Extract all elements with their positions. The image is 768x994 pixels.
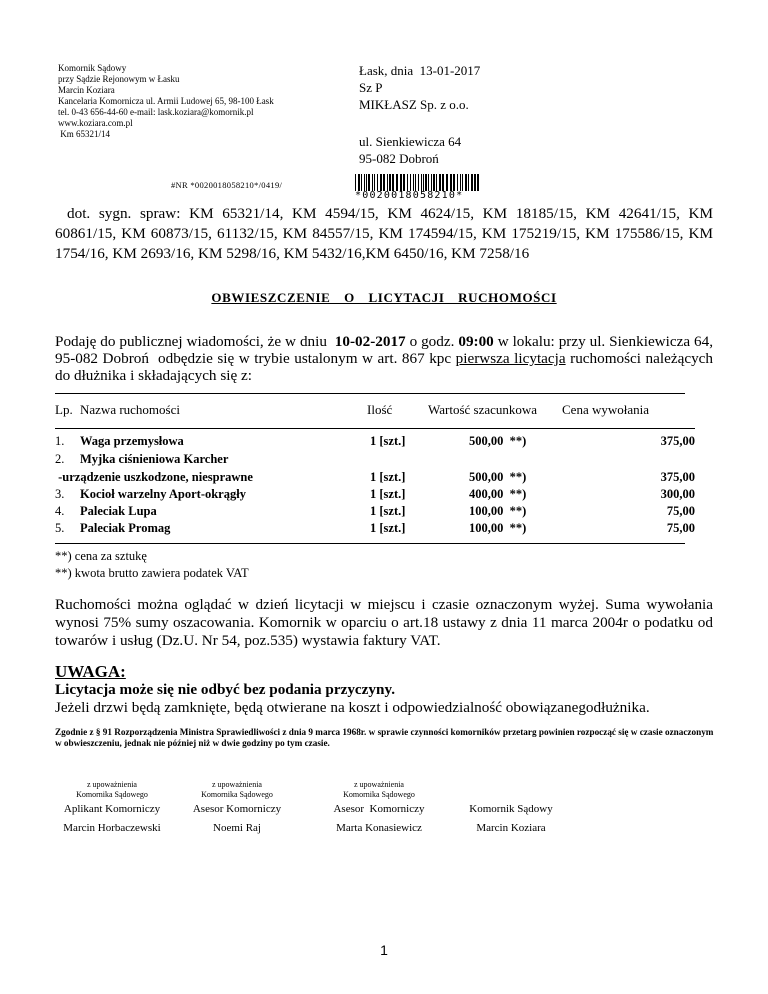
barcode-bar <box>387 174 388 191</box>
row-lp: 4. <box>55 504 65 518</box>
barcode-bar <box>380 174 382 191</box>
barcode-bar <box>415 174 416 191</box>
table-row <box>55 468 695 486</box>
row-value: 500,00 **) <box>469 470 527 484</box>
barcode-bar <box>439 174 441 191</box>
barcode-bar <box>364 174 365 191</box>
note-line: **) cena za sztukę <box>55 549 147 563</box>
barcode-bars <box>355 174 481 191</box>
table-header <box>55 402 715 420</box>
barcode-bar <box>460 174 461 191</box>
barcode-bar <box>400 174 402 191</box>
sig-auth-line2: Komornika Sądowego <box>201 790 273 799</box>
sender-line: Marcin Koziara <box>58 85 115 95</box>
barcode-bar <box>477 174 479 191</box>
barcode-bar <box>372 174 373 191</box>
table-header-rule <box>55 428 695 429</box>
warning-doors: Jeżeli drzwi będą zamknięte, będą otwierane na koszt i odpowiedzialność obowiązanegodłużnika. <box>55 699 650 716</box>
barcode-bar <box>383 174 385 191</box>
sig-role: Aplikant Komorniczy <box>63 803 161 815</box>
row-qty: 1 [szt.] <box>370 521 406 535</box>
auction-time: 09:00 <box>458 333 494 350</box>
sig-name: Noemi Raj <box>213 822 261 834</box>
place-date: Łask, dnia 13-01-2017 <box>359 63 481 78</box>
sender-line: www.koziara.com.pl <box>58 118 133 128</box>
row-qty: 1 [szt.] <box>370 504 406 518</box>
barcode-bar <box>450 174 452 191</box>
warning-heading: UWAGA: <box>55 662 126 681</box>
barcode-bar <box>421 174 422 191</box>
table-row <box>55 485 695 503</box>
barcode-bar <box>403 174 405 191</box>
row-price: 300,00 <box>660 487 695 501</box>
table-top-rule <box>55 393 685 394</box>
sig-auth <box>42 780 182 800</box>
recipient-address <box>359 133 659 167</box>
barcode-bar <box>453 174 455 191</box>
barcode-bar <box>368 174 370 191</box>
row-lp: 1. <box>55 434 65 448</box>
barcode-bar <box>423 174 424 191</box>
row-lp: 3. <box>55 487 65 501</box>
sig-role: Asesor Komorniczy <box>333 803 425 815</box>
barcode-bar <box>471 174 473 191</box>
row-lp: 5. <box>55 521 65 535</box>
sig-auth-line1: z upoważnienia <box>354 780 404 789</box>
row-qty: 1 [szt.] <box>370 470 406 484</box>
col-qty: Ilość <box>367 402 393 417</box>
barcode-bar <box>418 174 419 191</box>
barcode-bar <box>358 174 360 191</box>
barcode-bar <box>457 174 458 191</box>
barcode-bar <box>474 174 476 191</box>
barcode-bar <box>436 174 437 191</box>
intro-text-c: w lokalu: przy ul. Sienkiewicza 64, 95-082 Dobroń odbędzie się w trybie ustalonym w art. 867 kpc <box>55 333 721 367</box>
barcode-bar <box>374 174 375 191</box>
barcode-bar <box>361 174 362 191</box>
recipient-street: ul. Sienkiewicza 64 <box>359 134 462 149</box>
intro-text-a: Podaję do publicznej wiadomości, że w dniu <box>55 333 335 350</box>
row-lp: 2. <box>55 452 65 466</box>
row-value: 100,00 **) <box>469 504 527 518</box>
sig-auth-line1: z upoważnienia <box>212 780 262 789</box>
barcode-bar <box>407 174 408 191</box>
barcode-bar <box>465 174 467 191</box>
recipient-city: 95-082 Dobroń <box>359 151 439 166</box>
intro-text-b: o godz. <box>405 333 459 350</box>
row-name: Waga przemysłowa <box>80 434 184 448</box>
barcode-bar <box>425 174 427 191</box>
page-number: 1 <box>380 942 388 958</box>
signatures <box>0 775 768 845</box>
barcode-bar <box>468 174 469 191</box>
barcode-bar <box>446 174 448 191</box>
barcode-bar <box>462 174 463 191</box>
col-value: Wartość szacunkowa <box>428 402 538 417</box>
sig-auth-line1: z upoważnienia <box>87 780 137 789</box>
sender-line: przy Sądzie Rejonowym w Łasku <box>58 74 180 84</box>
barcode-bar <box>413 174 414 191</box>
sig-role: Asesor Komorniczy <box>192 803 282 815</box>
auction-date: 10-02-2017 <box>334 333 406 350</box>
sig-auth-line2: Komornika Sądowego <box>76 790 148 799</box>
recipient-line: Sz P <box>359 80 383 95</box>
row-name: Myjka ciśnieniowa Karcher <box>80 452 229 466</box>
table-row <box>55 502 695 520</box>
barcode-bar <box>410 174 411 191</box>
col-lp: Lp. <box>55 402 73 417</box>
recipient-block <box>359 62 659 113</box>
note-line: **) kwota brutto zawiera podatek VAT <box>55 566 249 580</box>
sig-auth <box>167 780 307 800</box>
table-bottom-rule <box>55 543 685 544</box>
table-row <box>55 450 695 468</box>
row-price: 375,00 <box>660 470 695 484</box>
table-row <box>55 519 695 537</box>
row-name: Kocioł warzelny Aport-okrągły <box>80 487 246 501</box>
case-reference: dot. sygn. spraw: KM 65321/14, KM 4594/15, KM 4624/15, KM 18185/15, KM 42641/15, KM 60861/15, KM 60873/15, 61132/15, KM 84557/15, KM 174594/15, KM 175219/15, KM 175586/15, KM 1754/16, KM 2693/16, KM 5298/16, KM 5432/16,KM 6450/16, KM 7258/16 <box>55 205 713 262</box>
row-name: Paleciak Lupa <box>80 504 157 518</box>
sender-line: tel. 0-43 656-44-60 e-mail: lask.koziara@komornik.pl <box>58 107 254 117</box>
sender-line: Km 65321/14 <box>58 129 111 139</box>
sig-auth <box>309 780 449 800</box>
nr-code: #NR *0020018058210*/0419/ <box>171 180 283 190</box>
barcode <box>355 174 481 201</box>
inspection-paragraph: Ruchomości można oglądać w dzień licytacji w miejscu i czasie oznaczonym wyżej. Suma wywołania wynosi 75% sumy oszacowania. Komornik w oparciu o art.18 ustawy z dnia 11 marca 2004r o podatku od towarów i usług (Dz.U. Nr 54, poz.535) wystawia faktury VAT. <box>55 596 713 649</box>
barcode-bar <box>442 174 444 191</box>
intro-paragraph <box>55 333 721 384</box>
barcode-bar <box>396 174 398 191</box>
barcode-bar <box>366 174 367 191</box>
barcode-bar <box>355 174 356 191</box>
sig-name: Marcin Koziara <box>476 822 546 834</box>
table-row <box>55 432 695 450</box>
sig-auth-line2: Komornika Sądowego <box>343 790 415 799</box>
warning-no-reason: Licytacja może się nie odbyć bez podania przyczyny. <box>55 681 395 698</box>
barcode-text: *0020018058210* <box>355 190 464 201</box>
row-qty: 1 [szt.] <box>370 434 406 448</box>
sender-block <box>58 63 318 140</box>
col-price: Cena wywołania <box>562 402 650 417</box>
sig-name: Marta Konasiewicz <box>336 822 422 834</box>
barcode-bar <box>377 174 378 191</box>
row-price: 375,00 <box>660 434 695 448</box>
row-price: 75,00 <box>666 521 695 535</box>
recipient-name: MIKŁASZ Sp. z o.o. <box>359 97 469 112</box>
row-value: 100,00 **) <box>469 521 527 535</box>
row-qty: 1 [szt.] <box>370 487 406 501</box>
barcode-bar <box>428 174 429 191</box>
row-value: 400,00 **) <box>469 487 527 501</box>
intro-text-d: ruchomości należących do dłużnika i składających się z: <box>55 350 713 384</box>
sig-role: Komornik Sądowy <box>469 803 553 815</box>
barcode-bar <box>389 174 391 191</box>
page-title: OBWIESZCZENIE O LICYTACJI RUCHOMOŚCI <box>211 290 557 305</box>
row-name: -urządzenie uszkodzone, niesprawne <box>55 470 253 484</box>
col-name: Nazwa ruchomości <box>80 402 180 417</box>
row-price: 75,00 <box>666 504 695 518</box>
barcode-bar <box>433 174 435 191</box>
regulation-note: Zgodnie z § 91 Rozporządzenia Ministra Sprawiedliwości z dnia 9 marca 1968r. w sprawie czynności komorników przetarg powinien rozpocząć się w czasie oznaczonym w obwieszczeniu, jednak nie później niż w dwie godziny po tym czasie. <box>55 727 714 748</box>
row-value: 500,00 **) <box>469 434 527 448</box>
row-name: Paleciak Promag <box>80 521 171 535</box>
table-notes <box>55 548 249 582</box>
barcode-bar <box>392 174 394 191</box>
sig-name: Marcin Horbaczewski <box>63 822 161 834</box>
sender-line: Kancelaria Komornicza ul. Armii Ludowej 65, 98-100 Łask <box>58 96 274 106</box>
auction-type: pierwsza licytacja <box>455 350 566 367</box>
barcode-bar <box>431 174 432 191</box>
sender-line: Komornik Sądowy <box>58 63 127 73</box>
